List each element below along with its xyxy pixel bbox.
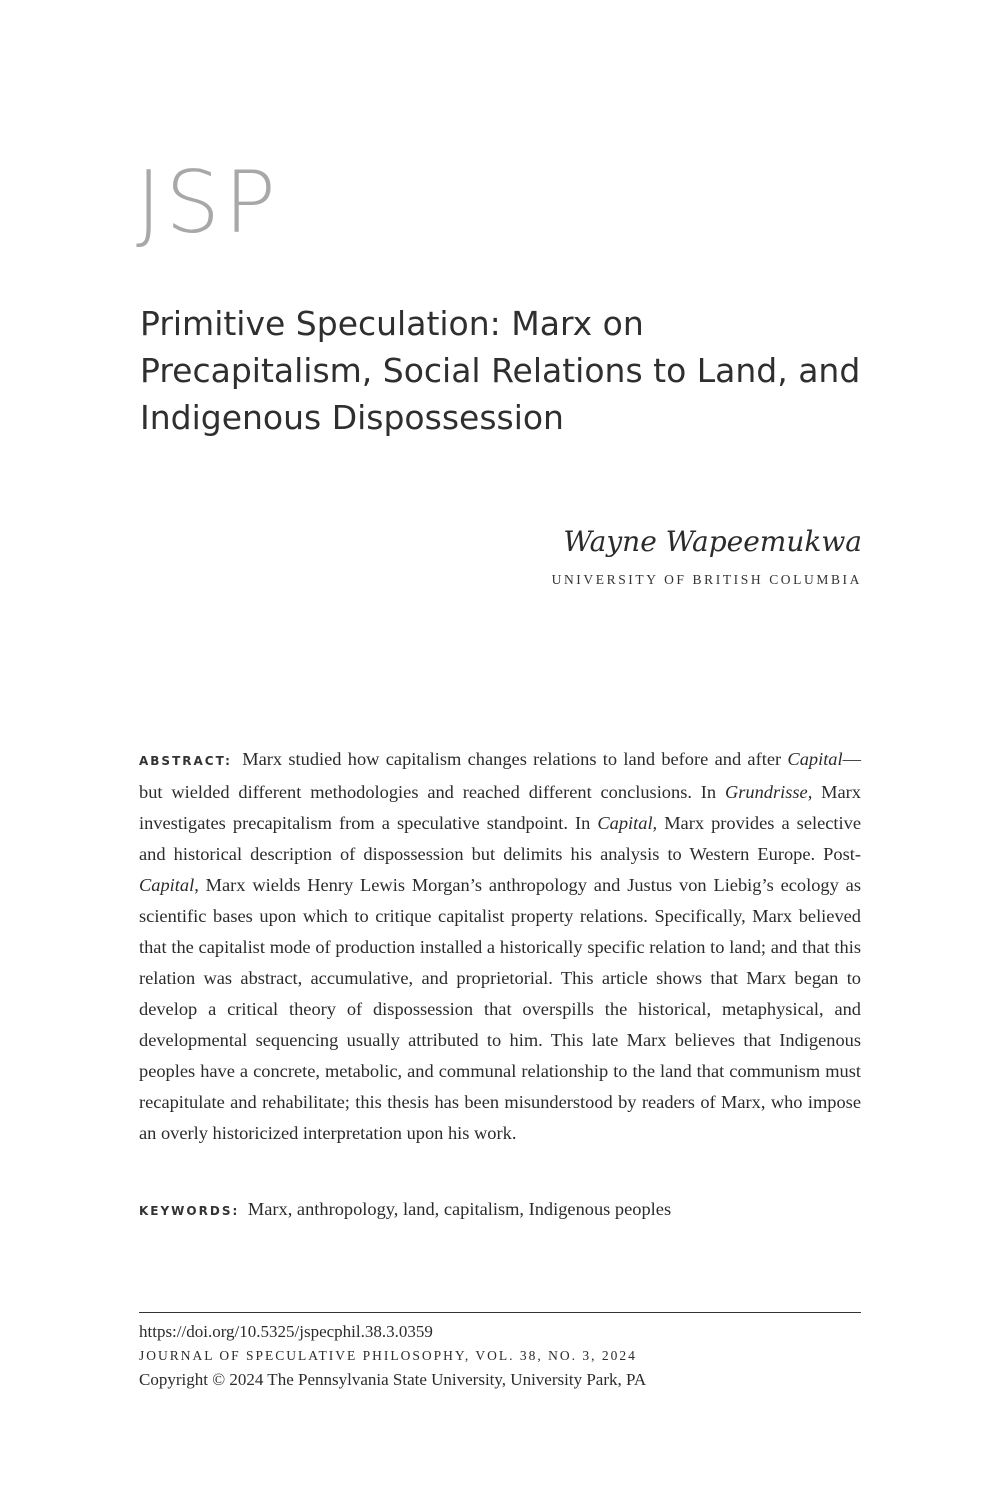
copyright-notice: Copyright © 2024 The Pennsylvania State University, University Park, PA xyxy=(139,1370,647,1389)
abstract-label: ABSTRACT: xyxy=(139,754,232,768)
keywords-label: KEYWORDS: xyxy=(139,1204,240,1218)
doi-link[interactable]: https://doi.org/10.5325/jspecphil.38.3.0359 xyxy=(139,1322,433,1341)
abstract-segment: —but wielded different methodologies and reached different conclusions. In xyxy=(139,749,861,802)
abstract-segment: , Marx wields Henry Lewis Morgan’s anthropology and Justus von Liebig’s ecology as scientific bases upon which to critique capitalist property relations. Specifically, Marx believed that the capitalist mode of production installed a historically specific relation to land; and that this relation was abstract, accumulative, and proprietorial. This article shows that Marx began to develop a critical theory of dispossession that overspills the historical, metaphysical, and developmental sequencing usually attributed to him. This late Marx believes that Indigenous peoples have a concrete, metabolic, and communal relationship to the land that communism must recapitulate and rehabilitate; this thesis has been misunderstood by readers of Marx, who impose an overly historicized interpretation upon his work. xyxy=(139,875,861,1143)
author-affiliation: UNIVERSITY OF BRITISH COLUMBIA xyxy=(551,572,862,587)
abstract-italic-segment: Capital, xyxy=(597,813,658,833)
abstract-italic-segment: Capital xyxy=(787,749,843,769)
footer-divider xyxy=(139,1312,861,1313)
abstract-segment: , Marx investigates precapitalism from a speculative standpoint. In xyxy=(139,782,862,833)
abstract xyxy=(139,744,861,1149)
abstract-segment: Marx provides a selective and historical description of dispossession but delimits his analysis to Western Europe. Post- xyxy=(139,813,861,864)
abstract-segment: Marx studied how capitalism changes relations to land before and after xyxy=(242,749,788,769)
keywords-text: Marx, anthropology, land, capitalism, Indigenous peoples xyxy=(247,1199,672,1219)
abstract-italic-segment: Capital xyxy=(139,875,195,895)
journal-citation: JOURNAL OF SPECULATIVE PHILOSOPHY, VOL. 38, NO. 3, 2024 xyxy=(139,1348,637,1363)
keywords xyxy=(139,1194,861,1226)
author-name: Wayne Wapeemukwa xyxy=(563,525,862,558)
article-title: Primitive Speculation: Marx on Precapitalism, Social Relations to Land, and Indigenous Dispossession xyxy=(140,304,861,437)
footer xyxy=(139,1320,861,1392)
journal-logo: JSP xyxy=(136,153,280,253)
abstract-text xyxy=(139,749,861,1143)
author-block xyxy=(552,522,862,588)
abstract-italic-segment: Grundrisse xyxy=(724,782,808,802)
